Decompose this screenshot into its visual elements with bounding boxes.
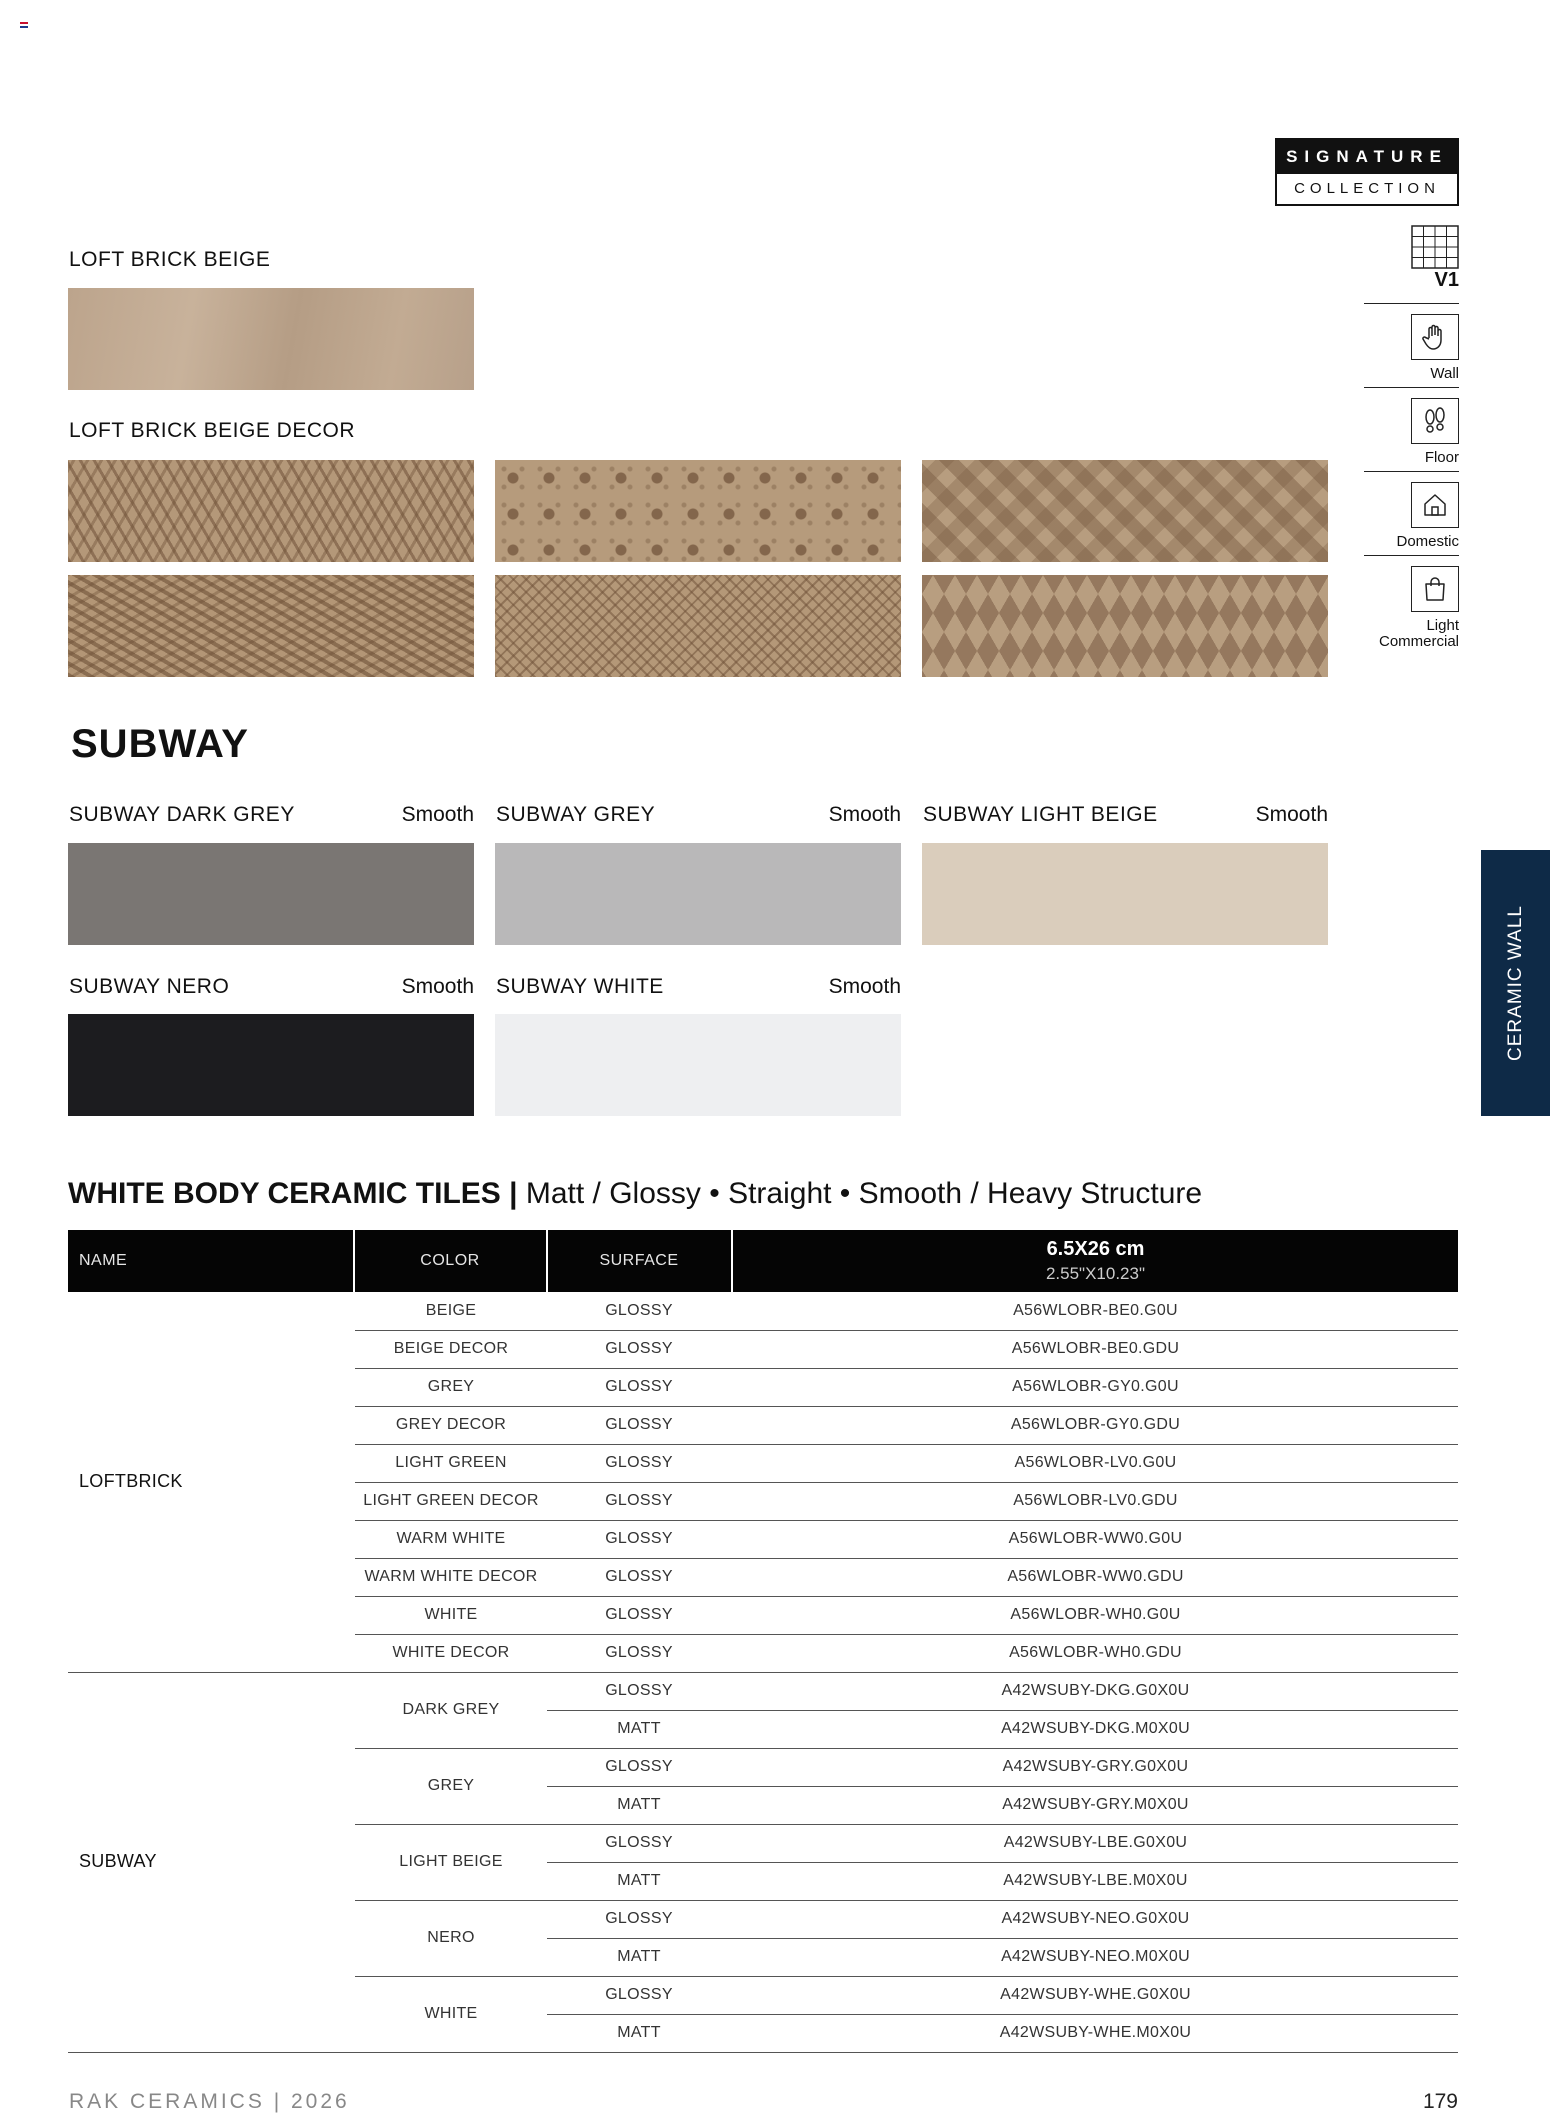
- subway-nero-tile: [68, 1014, 474, 1116]
- table-cell-color: DARK GREY: [402, 1701, 500, 1718]
- header-surface: SURFACE: [599, 1252, 679, 1269]
- table-cell-code: A56WLOBR-WH0.GDU: [1009, 1644, 1182, 1661]
- table-cell-color: LIGHT GREEN DECOR: [363, 1492, 539, 1509]
- table-cell-color: GREY DECOR: [395, 1416, 507, 1433]
- table-cell-code: A56WLOBR-WH0.G0U: [1010, 1606, 1181, 1623]
- table-cell-surface: GLOSSY: [605, 1834, 673, 1851]
- table-cell-surface: GLOSSY: [605, 1454, 673, 1471]
- badge-bottom-text: COLLECTION: [1294, 180, 1440, 197]
- series-name: LOFTBRICK: [79, 1471, 183, 1491]
- subway-light-beige-tile: [922, 843, 1328, 945]
- table-cell-code: A56WLOBR-GY0.GDU: [1010, 1416, 1181, 1433]
- subway-tile-caption: SUBWAY NERO: [69, 975, 230, 998]
- loft-brick-beige-decor-caption: LOFT BRICK BEIGE DECOR: [69, 419, 355, 442]
- table-cell-color: GREY: [427, 1378, 475, 1395]
- usage-icons-column: [1364, 220, 1459, 650]
- table-title-bold: WHITE BODY CERAMIC TILES |: [68, 1177, 518, 1210]
- subway-heading: SUBWAY: [71, 722, 249, 766]
- header-size: 6.5X26 cm: [1046, 1238, 1145, 1260]
- table-cell-color: LIGHT BEIGE: [399, 1853, 503, 1870]
- table-cell-code: A42WSUBY-NEO.M0X0U: [1001, 1948, 1190, 1965]
- table-cell-surface: GLOSSY: [605, 1530, 673, 1547]
- table-cell-code: A56WLOBR-GY0.G0U: [1012, 1378, 1179, 1395]
- table-cell-color: BEIGE DECOR: [393, 1340, 509, 1357]
- page-number: 179: [1422, 2090, 1458, 2113]
- signature-collection-badge: [1275, 138, 1459, 206]
- table-title: [68, 1177, 1202, 1211]
- table-cell-surface: GLOSSY: [605, 1568, 673, 1585]
- usage-light-commercial: [1364, 556, 1459, 650]
- table-cell-code: A42WSUBY-GRY.G0X0U: [1002, 1758, 1189, 1775]
- table-cell-surface: GLOSSY: [605, 1416, 673, 1433]
- shopping-bag-icon: [1411, 566, 1459, 612]
- table-cell-color: WARM WHITE: [396, 1530, 506, 1547]
- hand-icon: [1411, 314, 1459, 360]
- footer-brand: RAK CERAMICS | 2026: [69, 2090, 350, 2113]
- table-cell-color: NERO: [427, 1929, 475, 1946]
- decor-tile-chevron: [68, 460, 474, 562]
- header-size-inch: 2.55"X10.23": [1045, 1264, 1146, 1283]
- row-divider: [68, 2052, 1458, 2053]
- subway-tile-caption: SUBWAY WHITE: [496, 975, 664, 998]
- table-cell-code: A56WLOBR-BE0.GDU: [1011, 1340, 1180, 1357]
- table-cell-code: A56WLOBR-LV0.GDU: [1013, 1492, 1178, 1509]
- table-cell-surface: GLOSSY: [605, 1378, 673, 1395]
- decor-tile-triangle: [922, 575, 1328, 677]
- table-header: [68, 1230, 1458, 1292]
- table-cell-code: A42WSUBY-LBE.M0X0U: [1003, 1872, 1188, 1889]
- table-cell-color: LIGHT GREEN: [395, 1454, 507, 1471]
- table-cell-code: A42WSUBY-DKG.G0X0U: [1001, 1682, 1190, 1699]
- subway-tile-caption: SUBWAY GREY: [496, 803, 656, 826]
- loft-brick-beige-caption: LOFT BRICK BEIGE: [69, 248, 271, 271]
- table-cell-surface: GLOSSY: [605, 1302, 673, 1319]
- badge-top-text: SIGNATURE: [1277, 140, 1457, 174]
- loft-brick-beige-tile: [68, 288, 474, 390]
- table-cell-color: GREY: [427, 1777, 475, 1794]
- language-flag-icon: [20, 22, 28, 28]
- decor-tile-diamond: [922, 460, 1328, 562]
- table-cell-code: A56WLOBR-WW0.GDU: [1007, 1568, 1184, 1585]
- usage-label: Wall: [1430, 365, 1459, 382]
- usage-wall: [1364, 304, 1459, 388]
- header-color: COLOR: [420, 1252, 480, 1269]
- table-cell-surface: MATT: [617, 2024, 661, 2041]
- table-cell-code: A42WSUBY-GRY.M0X0U: [1002, 1796, 1189, 1813]
- house-icon: [1411, 482, 1459, 528]
- usage-floor: [1364, 388, 1459, 472]
- usage-label: Light Commercial: [1378, 617, 1459, 650]
- decor-tile-star: [495, 460, 901, 562]
- grid-icon: [1411, 224, 1459, 270]
- usage-label: Floor: [1424, 449, 1459, 466]
- subway-white-tile: [495, 1014, 901, 1116]
- subway-tile-finish: Smooth: [401, 975, 474, 998]
- table-cell-code: A56WLOBR-WW0.G0U: [1008, 1530, 1183, 1547]
- table-cell-surface: GLOSSY: [605, 1758, 673, 1775]
- table-cell-code: A56WLOBR-LV0.G0U: [1014, 1454, 1177, 1471]
- table-cell-surface: GLOSSY: [605, 1644, 673, 1661]
- table-cell-surface: MATT: [617, 1720, 661, 1737]
- table-cell-surface: GLOSSY: [605, 1340, 673, 1357]
- usage-v1: [1364, 220, 1459, 304]
- table-cell-surface: GLOSSY: [605, 1606, 673, 1623]
- subway-tile-finish: Smooth: [828, 975, 901, 998]
- ceramic-wall-side-tab[interactable]: [1481, 850, 1550, 1116]
- table-cell-color: WARM WHITE DECOR: [364, 1568, 538, 1585]
- table-cell-surface: GLOSSY: [605, 1986, 673, 2003]
- table-cell-code: A42WSUBY-WHE.G0X0U: [1000, 1986, 1191, 2003]
- usage-domestic: [1364, 472, 1459, 556]
- footprints-icon: [1411, 398, 1459, 444]
- table-cell-surface: GLOSSY: [605, 1492, 673, 1509]
- subway-tile-caption: SUBWAY LIGHT BEIGE: [923, 803, 1158, 826]
- side-tab-label: CERAMIC WALL: [1504, 905, 1526, 1061]
- table-cell-color: BEIGE: [425, 1302, 477, 1319]
- table-cell-color: WHITE DECOR: [392, 1644, 510, 1661]
- usage-label: Domestic: [1396, 533, 1459, 550]
- subway-tile-finish: Smooth: [401, 803, 474, 826]
- table-cell-surface: GLOSSY: [605, 1910, 673, 1927]
- table-cell-code: A42WSUBY-NEO.G0X0U: [1001, 1910, 1190, 1927]
- table-title-rest: Matt / Glossy • Straight • Smooth / Heavy Structure: [517, 1177, 1203, 1210]
- table-cell-code: A56WLOBR-BE0.G0U: [1013, 1302, 1178, 1319]
- table-cell-color: WHITE: [424, 1606, 478, 1623]
- subway-dark-grey-tile: [68, 843, 474, 945]
- subway-tile-finish: Smooth: [828, 803, 901, 826]
- table-cell-surface: GLOSSY: [605, 1682, 673, 1699]
- usage-label: V1: [1434, 269, 1459, 291]
- subway-tile-finish: Smooth: [1255, 803, 1328, 826]
- table-cell-surface: MATT: [617, 1948, 661, 1965]
- table-cell-surface: MATT: [617, 1872, 661, 1889]
- series-name: SUBWAY: [79, 1851, 157, 1871]
- table-cell-surface: MATT: [617, 1796, 661, 1813]
- table-cell-code: A42WSUBY-LBE.G0X0U: [1003, 1834, 1188, 1851]
- decor-tile-lattice: [495, 575, 901, 677]
- subway-tile-caption: SUBWAY DARK GREY: [69, 803, 295, 826]
- header-name: NAME: [79, 1252, 128, 1269]
- decor-tile-zigzag: [68, 575, 474, 677]
- table-cell-code: A42WSUBY-WHE.M0X0U: [999, 2024, 1192, 2041]
- table-cell-color: WHITE: [424, 2005, 478, 2022]
- subway-grey-tile: [495, 843, 901, 945]
- table-cell-code: A42WSUBY-DKG.M0X0U: [1001, 1720, 1190, 1737]
